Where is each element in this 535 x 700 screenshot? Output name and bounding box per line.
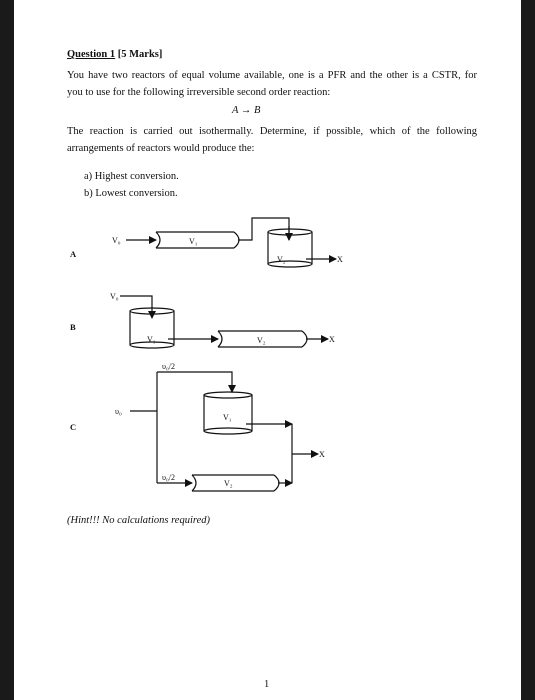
intro-line-1: You have two reactors of equal volume available, one is a PFR and the other is a CSTR, for [67,70,477,81]
task-line-1: The reaction is carried out isothermally. Determine, if possible, which of the following [67,126,477,137]
b-v1-label: V₁ [147,335,156,344]
item-b: b) Lowest conversion. [84,188,178,199]
c-v0-label: υ₀ [115,407,122,416]
c-x-label: X [319,450,325,459]
reactor-arrangements-diagram [14,0,521,700]
a-v2-label: V₂ [277,255,286,264]
a-v1-label: V₁ [189,237,198,246]
page-number: 1 [264,679,270,690]
task-line-2: arrangements of reactors would produce the: [67,143,255,154]
label-arrangement-b: B [70,322,76,332]
b-v0-label: V₀ [110,292,119,301]
label-arrangement-c: C [70,422,77,432]
reaction-equation: A → B [232,105,261,116]
question-heading: Question 1 [5 Marks] [67,49,163,60]
b-v2-label: V₂ [257,336,266,345]
arrangement-c [130,372,318,491]
c-half-flow-bottom-label: υ₀/2 [162,473,175,482]
a-v0-label: V₀ [112,236,121,245]
document-page [14,0,521,700]
item-a: a) Highest conversion. [84,171,179,182]
c-v1-label: V₁ [223,413,232,422]
hint-text: (Hint!!! No calculations required) [67,515,210,526]
b-x-label: X [329,335,335,344]
a-x-label: X [337,255,343,264]
intro-line-2: you to use for the following irreversible second order reaction: [67,87,331,98]
c-v2-label: V₂ [224,479,233,488]
arrangement-a [126,218,336,267]
label-arrangement-a: A [70,249,77,259]
c-half-flow-top-label: υ₀/2 [162,362,175,371]
